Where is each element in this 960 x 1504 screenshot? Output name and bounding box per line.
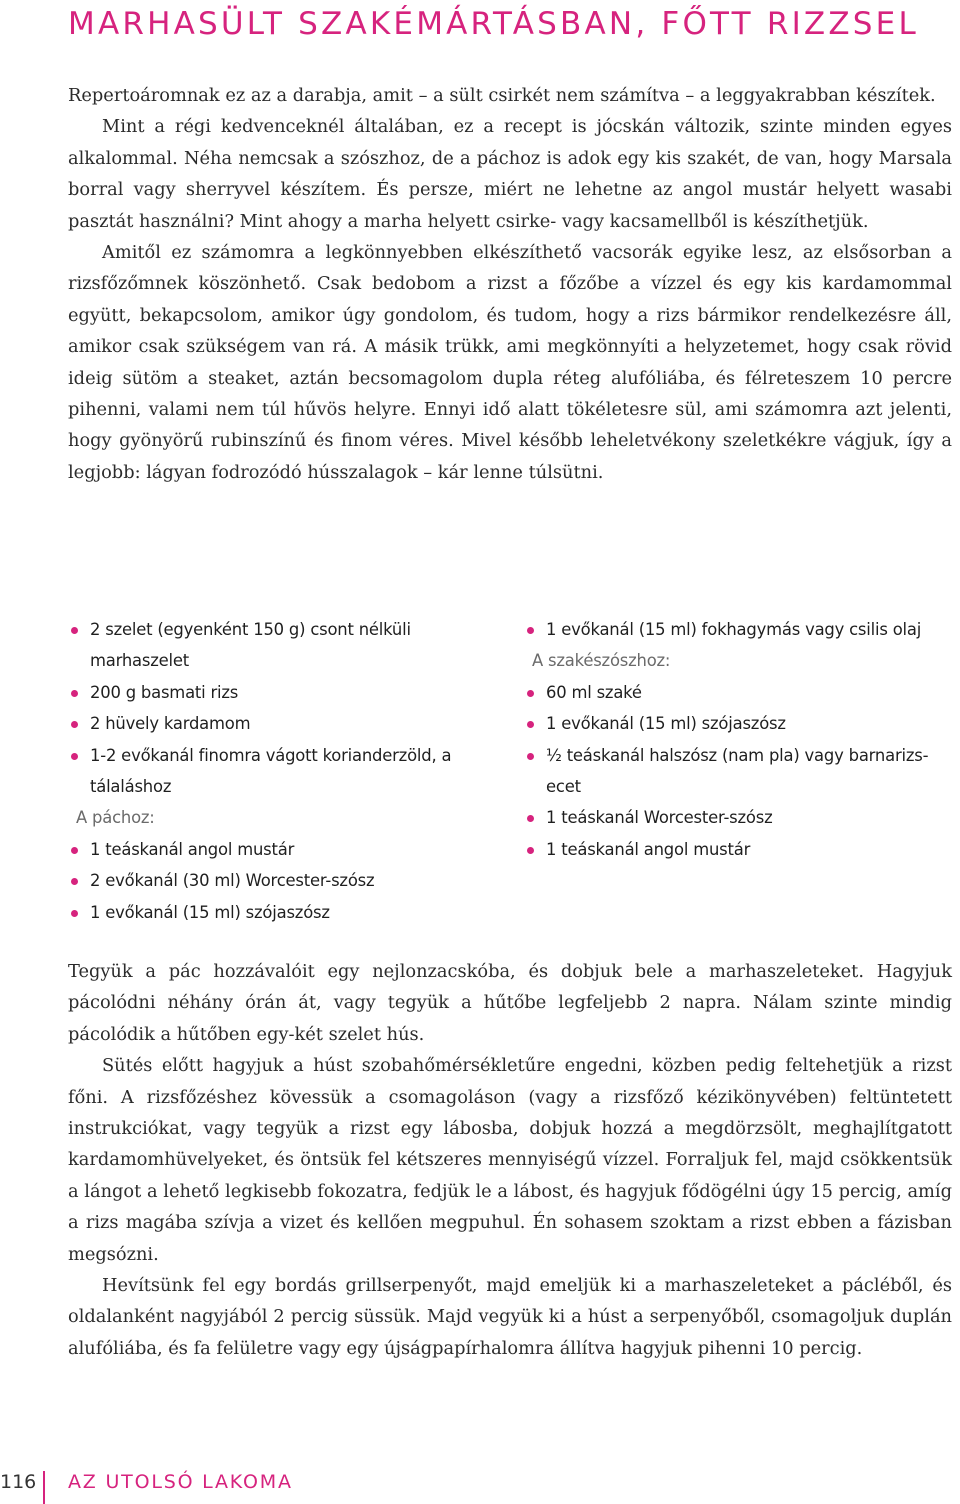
page-footer: [0, 1471, 960, 1501]
sauce-heading: A szakészószhoz:: [532, 651, 671, 671]
recipe-title: MARHASÜLT SZAKÉMÁRTÁSBAN, FŐTT RIZZSEL: [68, 6, 919, 42]
bullet-icon: [71, 753, 78, 760]
ingredient-item: 1 teáskanál angol mustár: [70, 834, 500, 865]
ingredient-item: 1 evőkanál (15 ml) szójaszósz: [526, 708, 956, 739]
ingredient-item: 1 evőkanál (15 ml) fokhagymás vagy csilis olaj: [526, 614, 956, 645]
ingredient-item: 2 evőkanál (30 ml) Worcester-szósz: [70, 865, 500, 896]
ingredient-item: 1-2 evőkanál finomra vágott korianderzöld, a tálaláshoz: [70, 740, 500, 803]
bullet-icon: [71, 721, 78, 728]
ingredient-list-marinade: [70, 834, 500, 928]
method-paragraph: Hevítsünk fel egy bordás grillserpenyőt, majd emeljük ki a marhaszeleteket a pácléből, és oldalanként nagyjából 2 percig süssük. Majd vegyük ki a húst a serpenyőből, csomagoljuk duplán alufóliába, és fa felületre vagy egy újságpapírhalomra állítva hagyjuk pihenni 10 percig.: [68, 1275, 952, 1359]
ingredient-item: 200 g basmati rizs: [70, 677, 500, 708]
ingredients-right-column: [526, 614, 956, 865]
ingredient-item: ½ teáskanál halszósz (nam pla) vagy barnarizs-ecet: [526, 740, 956, 803]
method-paragraph: Tegyük a pác hozzávalóit egy nejlonzacskóba, és dobjuk bele a marhaszeleteket. Hagyjuk pácolódni néhány órán át, vagy tegyük a hűtőbe legfeljebb 2 napra. Nálam szinte mindig pácolódik a hűtőben egy-két szelet hús.: [68, 961, 952, 1045]
bullet-icon: [71, 627, 78, 634]
bullet-icon: [527, 721, 534, 728]
intro-paragraph: Repertoáromnak ez az a darabja, amit – a sült csirkét nem számítva – a leggyakrabban készítek.: [68, 85, 936, 106]
page-number: 116: [0, 1471, 37, 1493]
method-paragraph: Sütés előtt hagyjuk a húst szobahőmérsékletűre engedni, közben pedig feltehetjük a rizst főni. A rizsfőzéshez kövessük a csomagoláson (vagy a rizsfőző kézikönyvében) feltüntetett instrukciókat, vagy tegyük a rizst egy lábosba, dobjuk hozzá a megdörzsölt, meghajlítgatott kardamomhüvelyeket, és öntsük fel kétszeres mennyiségű vízzel. Forraljuk fel, majd csökkentsük a lángot a lehető legkisebb fokozatra, fedjük le a lábost, és hagyjuk fődögélni úgy 15 percig, amíg a rizs magába szívja a vizet és kellően megpuhul. Én sohasem szoktam a rizst ebben a fázisban megsózni.: [68, 1055, 952, 1265]
bullet-icon: [527, 690, 534, 697]
ingredient-item: 1 evőkanál (15 ml) szójaszósz: [70, 897, 500, 928]
ingredient-item: 2 szelet (egyenként 150 g) csont nélküli marhaszelet: [70, 614, 500, 677]
method-text: [68, 956, 952, 1364]
bullet-icon: [527, 627, 534, 634]
ingredient-item: 1 teáskanál angol mustár: [526, 834, 956, 865]
ingredient-list-sauce: [526, 677, 956, 865]
bullet-icon: [71, 690, 78, 697]
intro-paragraph: Mint a régi kedvenceknél általában, ez a recept is jócskán változik, szinte minden egyes alkalommal. Néha nemcsak a szószhoz, de a páchoz is adok egy kis szakét, de van, hogy Marsala borral vagy sherryvel készítem. És persze, miért ne lehetne az angol mustár helyett wasabi pasztát használni? Mint ahogy a marha helyett csirke- vagy kacsamellből is készíthetjük.: [68, 116, 952, 232]
bullet-icon: [527, 847, 534, 854]
bullet-icon: [527, 753, 534, 760]
bullet-icon: [71, 910, 78, 917]
ingredient-item: 1 teáskanál Worcester-szósz: [526, 802, 956, 833]
ingredient-list-main: [70, 614, 500, 802]
ingredient-list-main: [526, 614, 956, 645]
ingredients-left-column: [70, 614, 500, 928]
bullet-icon: [71, 878, 78, 885]
footer-divider: [43, 1471, 45, 1504]
bullet-icon: [71, 847, 78, 854]
ingredient-item: 60 ml szaké: [526, 677, 956, 708]
book-title: AZ UTOLSÓ LAKOMA: [68, 1471, 293, 1493]
intro-paragraph: Amitől ez számomra a legkönnyebben elkészíthető vacsorák egyike lesz, az elsősorban a rizsfőzőmnek köszönhető. Csak bedobom a rizst a főzőbe a vízzel és egy kis kardamommal együtt, bekapcsolom, amikor úgy gondolom, és tudom, hogy a rizs bármikor rendelkezésre áll, amikor csak szükségem van rá. A másik trükk, ami megkönnyíti a helyzetemet, hogy csak rövid ideig sütöm a steaket, aztán becsomagolom dupla réteg alufóliába, és félreteszem 10 percre pihenni, valami nem túl hűvös helyre. Ennyi idő alatt tökéletesre sül, ami számomra azt jelenti, hogy gyönyörű rubinszínű és finom véres. Mivel később leheletvékony szeletkékre vágjuk, így a legjobb: lágyan fodrozódó hússzalagok – kár lenne túlsütni.: [68, 242, 952, 483]
marinade-heading: A páchoz:: [76, 808, 155, 828]
ingredient-item: 2 hüvely kardamom: [70, 708, 500, 739]
bullet-icon: [527, 815, 534, 822]
intro-text: [68, 80, 952, 488]
